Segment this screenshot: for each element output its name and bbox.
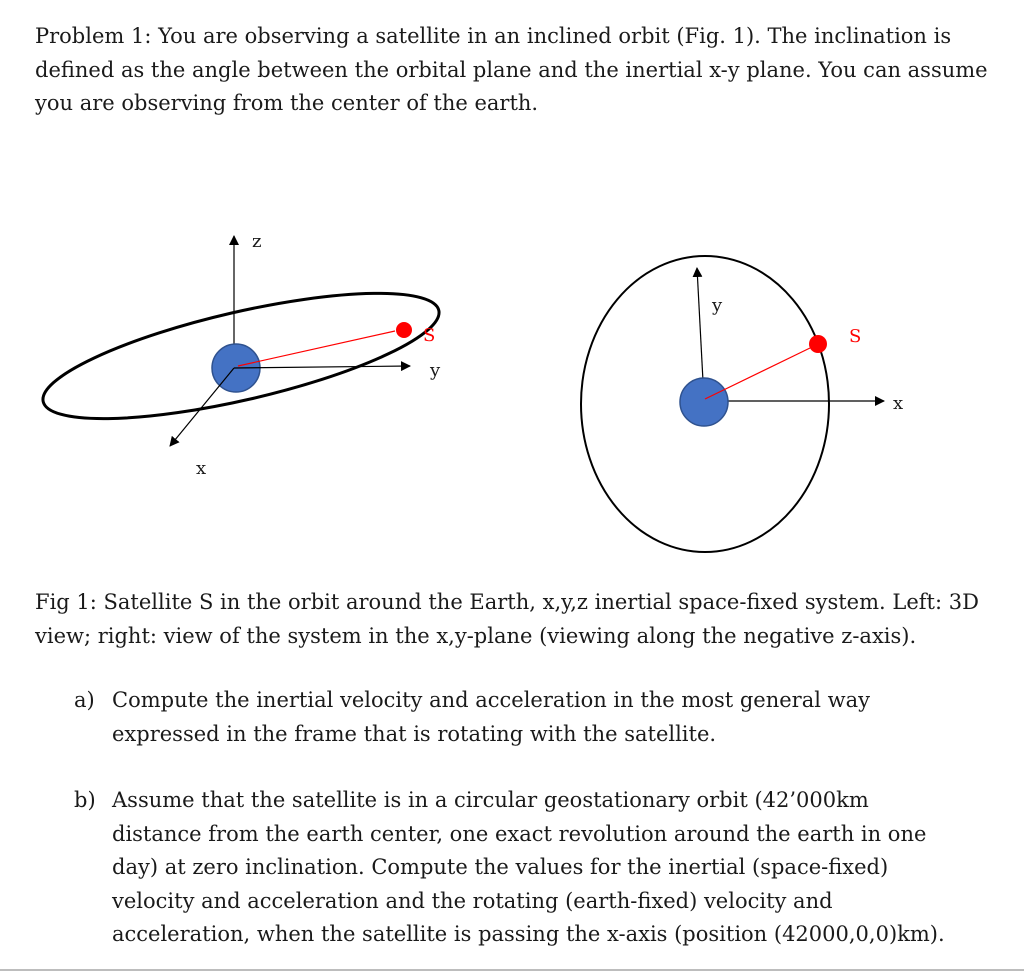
question-label: a)	[74, 688, 95, 712]
earth	[680, 378, 728, 426]
satellite-position-line	[705, 348, 810, 399]
figure-caption: Fig 1: Satellite S in the orbit around the Earth, x,y,z inertial space-fixed system. Left: 3D view; right: view of the system in the x,y-plane (viewing along the negative z-axis).	[35, 590, 979, 648]
satellite-label: S	[849, 326, 862, 347]
satellite	[809, 335, 827, 353]
x-axis	[170, 368, 234, 446]
question-text: Compute the inertial velocity and acceleration in the most general way expressed in the frame that is rotating with the satellite.	[112, 688, 870, 746]
x-label: x	[893, 393, 904, 414]
problem-statement: Problem 1: You are observing a satellite in an inclined orbit (Fig. 1). The inclination is defined as the angle between the orbital plane and the inertial x-y plane. You can assume you are observing from the center of the earth.	[35, 24, 988, 115]
x-label: x	[196, 458, 207, 479]
bottom-divider	[0, 969, 1024, 971]
y-label: y	[712, 295, 723, 316]
satellite	[396, 322, 412, 338]
right-xy-view	[581, 256, 903, 552]
y-label: y	[430, 360, 441, 381]
satellite-label: S	[423, 325, 436, 346]
question-text: Assume that the satellite is in a circular geostationary orbit (42’000km distance from the earth center, one exact revolution around the earth in one day) at zero inclination. Compute the values for the inertial (space-fixed) velocity and acceleration and the rotating (earth-fixed) velocity and acceleration, when the satellite is passing the x-axis (position (42000,0,0)km).	[112, 788, 945, 946]
question-label: b)	[74, 788, 96, 812]
left-3d-view	[33, 231, 448, 479]
z-label: z	[252, 231, 262, 252]
